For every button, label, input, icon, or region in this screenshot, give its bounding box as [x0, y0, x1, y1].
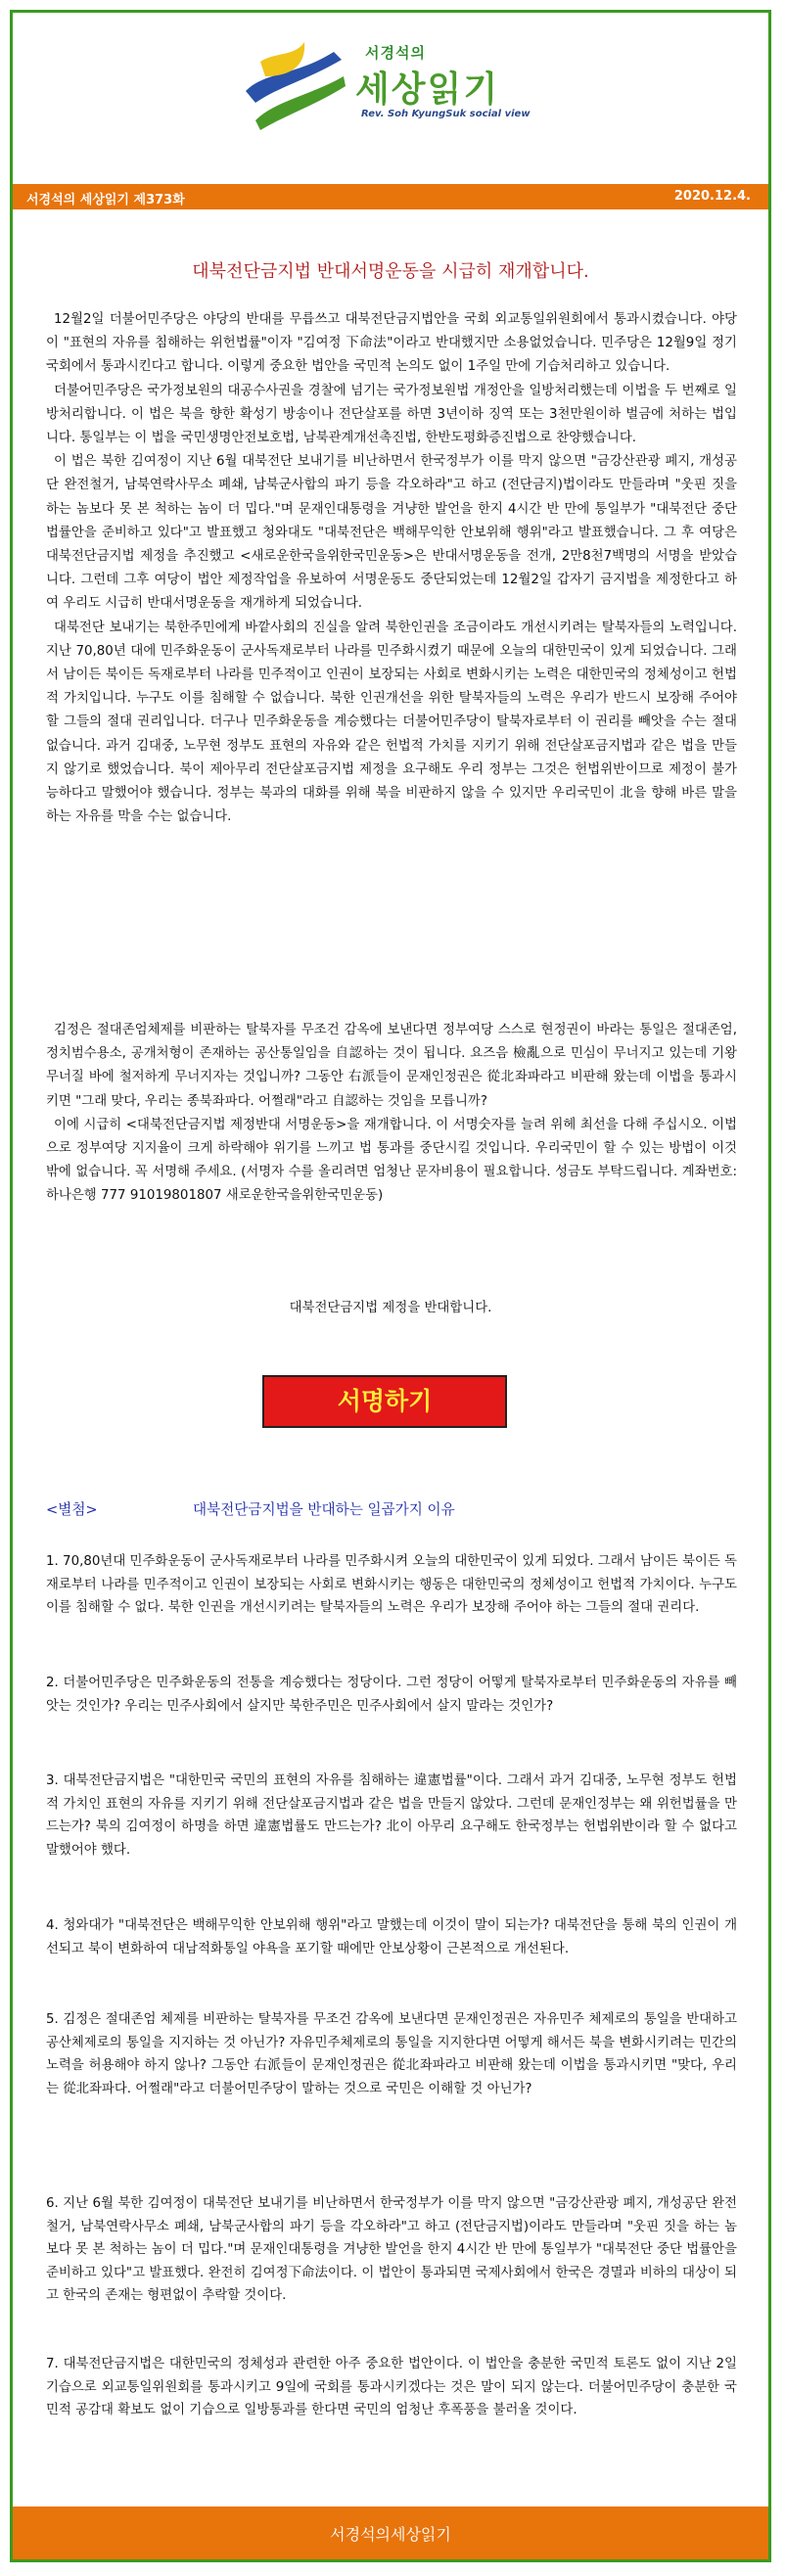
reason-item [46, 1914, 737, 1960]
newsletter-frame [10, 10, 771, 2562]
sign-petition-button[interactable]: 서명하기 [262, 1375, 507, 1428]
logo-subtitle: Rev. Soh KyungSuk social view [361, 109, 531, 119]
issue-date: 2020.12.4. [673, 189, 751, 204]
issue-number: 서경석의 세상읽기 제373화 [26, 193, 185, 207]
logo-small-text: 서경석의 [365, 44, 426, 62]
title-bar [13, 184, 768, 209]
logo-header [13, 13, 768, 160]
reason-text: 5. 김정은 절대존엄 체제를 비판하는 탈북자를 무조건 감옥에 보낸다면 문재인정권은 자유민주 체제로의 통일을 반대하고 공산체제로의 통일을 지지하는 것 아닌가? 자유민주체제로의 통일을 지지한다면 어떻게 해서든 북을 변화시키려는 민간의 노력을 허용해야 하지 않나? 그동안 右派들이 문재인정권은 從北좌파라고 비판해 왔는데 이법을 통과시키면 "맞다, 우리는 從北좌파다. 어쩔래"라고 더불어민주당이 말하는 것으로 국민은 이해할 것 아닌가? [46, 2012, 737, 2096]
annex-title: 대북전단금지법을 반대하는 일곱가지 이유 [193, 1501, 455, 1518]
paragraph: 더불어민주당은 국가정보원의 대공수사권을 경찰에 넘기는 국가정보원법 개정안을 일방처리했는데 이법을 두 번째로 일방처리합니다. 이 법은 북을 향한 확성기 방송이나 전단살포를 하면 3년이하 징역 또는 3천만원이하 벌금에 처하는 법입니다. 통일부는 이 법을 국민생명안전보호법, 남북관계개선촉진법, 한반도평화증진법으로 찬양했습니다. [46, 383, 737, 446]
paragraph: 대북전단 보내기는 북한주민에게 바깥사회의 진실을 알려 북한인권을 조금이라도 개선시키려는 탈북자들의 노력입니다. 지난 70,80년 대에 민주화운동이 군사독재로부터 나라를 민주화시켰기 때문에 오늘의 대한민국이 있게 되었습니다. 그래서 남이든 북이든 독재로부터 나라를 민주적이고 인권이 보장되는 사회로 변화시키는 노력은 대한민국의 정체성이고 헌법적 가치입니다. 누구도 이를 침해할 수 없습니다. 북한 인권개선을 위한 탈북자들의 노력은 우리가 반드시 보장해 주어야 할 그들의 절대 권리입니다. 더구나 민주화운동을 계승했다는 더불어민주당이 탈북자로부터 이 권리를 빼앗을 수는 절대 없습니다. 과거 김대중, 노무현 정부도 표현의 자유와 같은 헌법적 가치를 지키기 위해 전단살포금지법과 같은 법을 만들지 않기로 했었습니다. 북이 제아무리 전단살포금지법 제정을 요구해도 우리 정부는 그것은 헌법위반이므로 제정이 불가능하다고 말했어야 했습니다. 정부는 북과의 대화를 위해 북을 비판하지 않을 수 있지만 우리국민이 北을 향해 바른 말을 하는 자유를 막을 수는 없습니다. [46, 620, 737, 825]
footer-bar [13, 2507, 768, 2559]
paragraph: 12월2일 더불어민주당은 야당의 반대를 무릅쓰고 대북전단금지법안을 국회 외교통일위원회에서 통과시켰습니다. 야당이 "표현의 자유를 침해하는 위헌법률"이자 "김여정 下命法"이라고 반대했지만 소용없었습니다. 민주당은 12월9일 정기국회에서 통과시킨다고 합니다. 이렇게 중요한 법안을 국민적 논의도 없이 1주일 만에 기습처리하고 있습니다. [46, 312, 737, 375]
reason-item [46, 1672, 737, 1718]
footer-text: 서경석의세상읽기 [330, 2525, 451, 2544]
annex-tag: <별첨> [46, 1501, 98, 1518]
annex-heading [46, 1498, 737, 1519]
reason-item [46, 2353, 737, 2422]
reason-text: 4. 청와대가 "대북전단은 백해무익한 안보위해 행위"라고 말했는데 이것이 말이 되는가? 대북전단을 통해 북의 인권이 개선되고 북이 변화하여 대남적화통일 야욕을 포기할 때에만 안보상황이 근본적으로 개선된다. [46, 1918, 737, 1956]
reason-text: 7. 대북전단금지법은 대한민국의 정체성과 관련한 아주 중요한 법안이다. 이 법안을 충분한 국민적 토론도 없이 지난 2일 기습으로 외교통일위원회를 통과시키고 9일에 국회를 통과시키겠다는 것은 말이 되지 않는다. 더불어민주당이 충분한 국민적 공감대 확보도 없이 기습으로 일방통과를 한다면 국민의 엄청난 후폭풍을 불러올 것이다. [46, 2357, 737, 2418]
reason-text: 6. 지난 6월 북한 김여정이 대북전단 보내기를 비난하면서 한국정부가 이를 막지 않으면 "금강산관광 폐지, 개성공단 완전철거, 남북연락사무소 폐쇄, 남북군사합의 파기 등을 각오하라"고 하고 (전단금지법)이라도 만들라며 "웃핀 짓을 하는 놈보다 못 본 척하는 놈이 더 밉다."며 문재인대통령을 겨냥한 발언을 한지 4시간 반 만에 통일부가 "대북전단 중단 법률안을 준비하고 있다"고 발표했다. 완전히 김여정下命法이다. 이 법안이 통과되면 국제사회에서 한국은 경멸과 비하의 대상이 되고 한국의 존재는 형편없이 추락할 것이다. [46, 2196, 737, 2304]
article-body-part2 [46, 1019, 737, 1209]
logo-emblem-icon [236, 32, 353, 140]
closing-statement: 대북전단금지법 제정을 반대합니다. [289, 1301, 492, 1315]
reason-item [46, 1770, 737, 1862]
article-body-part1 [46, 308, 737, 829]
paragraph: 이 법은 북한 김여정이 지난 6월 대북전단 보내기를 비난하면서 한국정부가 이를 막지 않으면 "금강산관광 폐지, 개성공단 완전철거, 남북연락사무소 폐쇄, 남북군사합의 파기 등을 각오하라"고 하고 (전단금지)법이라도 만들라며 "웃핀 짓을 하는 놈보다 못 본 척하는 놈이 더 밉다."며 문재인대통령을 겨냥한 발언을 한지 4시간 반 만에 통일부가 "대북전단 중단 법률안을 준비하고 있다"고 발표했고 청와대도 "대북전단은 백해무익한 안보위해 행위"라고 발표했습니다. 그 후 여당은 대북전단금지법 제정을 추진했고 <새로운한국을위한국민운동>은 반대서명운동을 전개, 2만8천7백명의 서명을 받았습니다. 그런데 그후 여당이 법안 제정작업을 유보하여 서명운동도 중단되었는데 12월2일 갑자기 금지법을 제정한다고 하여 우리도 시급히 반대서명운동을 재개하게 되었습니다. [46, 454, 737, 612]
reason-text: 3. 대북전단금지법은 "대한민국 국민의 표현의 자유를 침해하는 違憲법률"이다. 그래서 과거 김대중, 노무현 정부도 헌법적 가치인 표현의 자유를 지키기 위해 전단살포금지법과 같은 법을 만들지 않았다. 그런데 문재인정부는 왜 위헌법률을 만드는가? 북의 김여정이 하명을 하면 違憲법률도 만드는가? 北이 아무리 요구해도 한국정부는 헌법위반이라 할 수 없다고 말했어야 했다. [46, 1773, 737, 1858]
logo-title: 세상읽기 [355, 69, 500, 110]
paragraph: 이에 시급히 <대북전단금지법 제정반대 서명운동>을 재개합니다. 이 서명숫자를 늘려 위헤 최선을 다해 주십시오. 이법으로 정부여당 지지율이 크게 하락해야 위기를 느끼고 법 통과를 중단시킬 것입니다. 우리국민이 할 수 있는 방법이 이것밖에 없습니다. 꼭 서명해 주세요. (서명자 수를 올리려면 엄청난 문자비용이 필요합니다. 성금도 부탁드립니다. 계좌번호: 하나은행 777 91019801807 새로운한국을위한국민운동) [46, 1117, 737, 1204]
reason-text: 1. 70,80년대 민주화운동이 군사독재로부터 나라를 민주화시켜 오늘의 대한민국이 있게 되었다. 그래서 남이든 북이든 독재로부터 나라를 민주적이고 인권이 보장되는 사회로 변화시키는 행동은 대한민국의 정체성이고 헌법적 가치이다. 누구도 이를 침해할 수 없다. 북한 인권을 개선시키려는 탈북자들의 노력은 우리가 보장해 주어야 하는 그들의 절대 권리다. [46, 1554, 737, 1616]
reason-item [46, 1550, 737, 1620]
paragraph: 김정은 절대존엄체제를 비판하는 탈북자를 무조건 감옥에 보낸다면 정부여당 스스로 현정권이 바라는 통일은 절대존엄, 정치범수용소, 공개처형이 존재하는 공산통일임을 自認하는 것이 됩니다. 요즈음 檢亂으로 민심이 무너지고 있는데 기왕 무너질 바에 철저하게 무너지자는 것입니까? 그동안 右派들이 문재인정권은 從北좌파라고 비판해 왔는데 이법을 통과시키면 "그래 맞다, 우리는 종북좌파다. 어쩔래"라고 自認하는 것임을 모릅니까? [46, 1023, 737, 1109]
headline: 대북전단금지법 반대서명운동을 시급히 재개합니다. [192, 261, 589, 282]
reason-item [46, 2008, 737, 2100]
reason-text: 2. 더불어민주당은 민주화운동의 전통을 계승했다는 정당이다. 그런 정당이 어떻게 탈북자로부터 민주화운동의 자유를 빼앗는 것인가? 우리는 민주사회에서 살지만 북한주민은 민주사회에서 살지 말라는 것인가? [46, 1676, 737, 1714]
reason-item [46, 2192, 737, 2308]
